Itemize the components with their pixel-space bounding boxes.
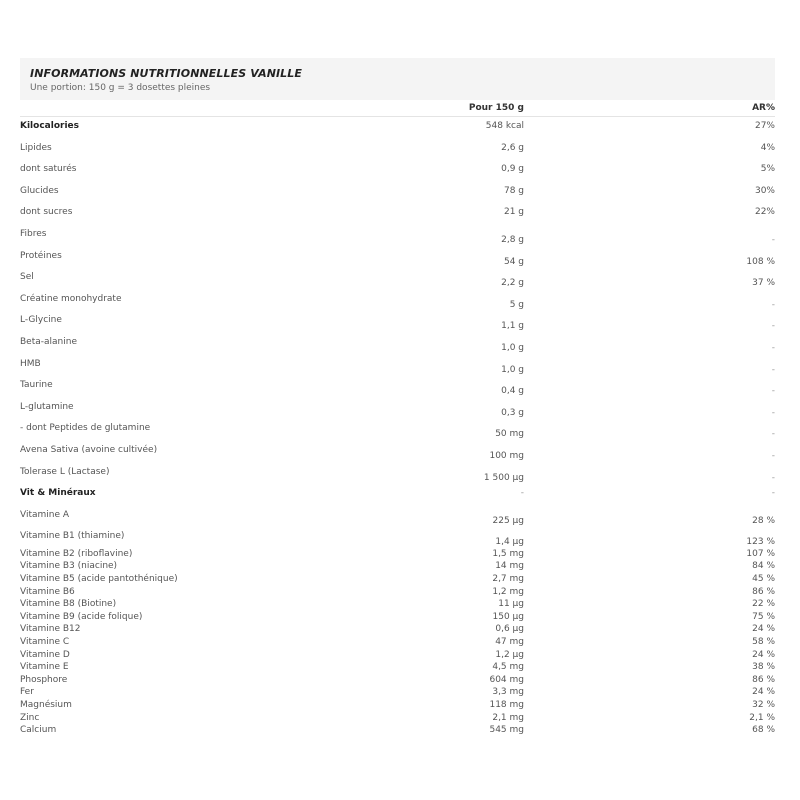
nutrient-amount: 78 g — [503, 185, 524, 196]
nutrient-amount: 50 mg — [495, 429, 524, 440]
table-row — [20, 599, 775, 612]
nutrient-name: Lipides — [20, 142, 52, 153]
nutrient-amount: - — [520, 488, 524, 499]
nutrient-amount: 1,4 µg — [495, 537, 524, 548]
nutrient-ar: 38 % — [752, 662, 775, 673]
nutrient-ar: 5% — [760, 164, 775, 175]
nutrition-header — [20, 58, 775, 100]
nutrient-ar: - — [771, 342, 775, 353]
nutrient-name: Fibres — [20, 228, 47, 239]
nutrient-ar: 86 % — [752, 674, 775, 685]
table-row — [20, 139, 775, 161]
nutrient-ar: 45 % — [752, 574, 775, 585]
nutrient-ar: - — [771, 407, 775, 418]
nutrient-amount: 1,2 mg — [492, 586, 524, 597]
nutrient-ar: - — [771, 234, 775, 245]
table-row — [20, 463, 775, 485]
nutrient-name: Vitamine C — [20, 637, 70, 648]
nutrient-amount: 1,0 g — [501, 364, 524, 375]
nutrient-name: Zinc — [20, 712, 40, 723]
nutrient-amount: 0,9 g — [501, 164, 524, 175]
nutrient-ar: - — [771, 386, 775, 397]
nutrient-amount: 100 mg — [489, 450, 524, 461]
nutrient-name: Fer — [20, 687, 34, 698]
nutrient-ar: - — [771, 321, 775, 332]
nutrient-name: Vitamine B8 (Biotine) — [20, 599, 117, 610]
table-row — [20, 687, 775, 700]
nutrient-name: Vitamine B5 (acide pantothénique) — [20, 574, 178, 585]
nutrient-name: L-glutamine — [20, 401, 74, 412]
nutrient-amount: 3,3 mg — [492, 687, 524, 698]
table-row — [20, 333, 775, 355]
nutrient-ar: - — [771, 488, 775, 499]
nutrient-amount: 11 µg — [498, 599, 524, 610]
nutrient-amount: 4,5 mg — [492, 662, 524, 673]
table-row — [20, 311, 775, 333]
nutrient-name: Magnésium — [20, 700, 72, 710]
nutrient-name: Phosphore — [20, 674, 68, 685]
nutrient-ar: 30% — [754, 185, 775, 196]
nutrient-amount: 1,5 mg — [492, 548, 524, 559]
nutrient-amount: 225 µg — [492, 515, 524, 526]
nutrient-name: Kilocalories — [20, 121, 79, 131]
nutrient-amount: 2,2 g — [501, 278, 524, 289]
nutrient-ar: - — [771, 450, 775, 461]
nutrient-amount: 0,6 µg — [495, 624, 524, 635]
table-row — [20, 561, 775, 574]
table-row — [20, 527, 775, 549]
column-header-ar: AR% — [752, 103, 775, 113]
column-header-per-portion: Pour 150 g — [468, 103, 524, 113]
table-row — [20, 355, 775, 377]
nutrient-name: Vitamine B1 (thiamine) — [20, 531, 125, 542]
nutrient-amount: 1,0 g — [501, 342, 524, 353]
nutrient-ar: 86 % — [752, 586, 775, 597]
table-row — [20, 484, 775, 506]
nutrient-name: dont saturés — [20, 164, 77, 175]
table-row — [20, 268, 775, 290]
nutrient-name: dont sucres — [20, 207, 73, 218]
nutrient-amount: 2,1 mg — [492, 712, 524, 723]
table-row — [20, 182, 775, 204]
nutrient-ar: 22 % — [752, 599, 775, 610]
table-row — [20, 225, 775, 247]
nutrient-name: Vitamine B9 (acide folique) — [20, 611, 143, 622]
nutrient-amount: 47 mg — [495, 637, 524, 648]
nutrient-ar: 58 % — [752, 637, 775, 648]
nutrient-name: Vitamine B6 — [20, 586, 75, 597]
nutrient-name: Vitamine A — [20, 509, 70, 520]
nutrient-amount: 545 mg — [489, 725, 524, 736]
table-row — [20, 419, 775, 441]
nutrient-name: Vitamine D — [20, 649, 70, 660]
portion-subtitle: Une portion: 150 g = 3 dosettes pleines — [30, 83, 211, 93]
nutrient-ar: - — [771, 299, 775, 310]
nutrient-name: Beta-alanine — [20, 336, 77, 347]
nutrition-table — [20, 100, 775, 738]
nutrient-ar: 2,1 % — [749, 712, 775, 723]
nutrient-amount: 1 500 µg — [483, 472, 524, 483]
nutrient-ar: 32 % — [752, 700, 775, 710]
nutrient-ar: 24 % — [752, 649, 775, 660]
table-row — [20, 637, 775, 650]
nutrient-name: Vit & Minéraux — [20, 488, 96, 499]
table-row — [20, 247, 775, 269]
table-row — [20, 675, 775, 688]
nutrient-name: Tolerase L (Lactase) — [20, 466, 110, 477]
nutrient-name: Vitamine B3 (niacine) — [20, 561, 118, 572]
table-row — [20, 398, 775, 420]
nutrient-amount: 54 g — [503, 256, 524, 267]
nutrient-amount: 2,8 g — [501, 234, 524, 245]
nutrient-amount: 5 g — [509, 299, 524, 310]
nutrition-rows — [20, 117, 775, 549]
nutrient-name: Taurine — [20, 380, 53, 391]
nutrient-amount: 0,3 g — [501, 407, 524, 418]
nutrition-title: INFORMATIONS NUTRITIONNELLES VANILLE — [30, 67, 303, 80]
table-row — [20, 441, 775, 463]
nutrient-amount: 1,2 µg — [495, 649, 524, 660]
nutrient-ar: 108 % — [746, 256, 775, 267]
nutrient-ar: 84 % — [752, 561, 775, 572]
nutrient-amount: 0,4 g — [501, 386, 524, 397]
table-header-row — [20, 100, 775, 117]
nutrient-ar: 28 % — [752, 515, 775, 526]
nutrient-ar: 123 % — [746, 537, 775, 548]
nutrient-name: Avena Sativa (avoine cultivée) — [20, 444, 158, 455]
nutrient-name: Sel — [20, 272, 34, 283]
nutrient-amount: 21 g — [503, 207, 524, 218]
nutrient-ar: 75 % — [752, 611, 775, 622]
table-row — [20, 587, 775, 600]
nutrient-ar: 27% — [754, 121, 775, 131]
nutrient-ar: - — [771, 472, 775, 483]
nutrient-amount: 1,1 g — [501, 321, 524, 332]
table-row — [20, 506, 775, 528]
table-row — [20, 662, 775, 675]
table-row — [20, 160, 775, 182]
nutrient-amount: 604 mg — [489, 674, 524, 685]
nutrition-compact-rows — [20, 549, 775, 738]
nutrient-ar: 24 % — [752, 687, 775, 698]
table-row — [20, 713, 775, 726]
nutrient-ar: 37 % — [752, 278, 775, 289]
table-row — [20, 376, 775, 398]
nutrient-name: Calcium — [20, 725, 57, 736]
nutrient-ar: 22% — [754, 207, 775, 218]
table-row — [20, 650, 775, 663]
nutrient-name: - dont Peptides de glutamine — [20, 423, 151, 434]
table-row — [20, 117, 775, 139]
table-row — [20, 203, 775, 225]
nutrient-ar: 4% — [760, 142, 775, 153]
table-row — [20, 725, 775, 738]
nutrient-amount: 14 mg — [495, 561, 524, 572]
nutrient-amount: 118 mg — [489, 700, 524, 710]
table-row — [20, 290, 775, 312]
table-row — [20, 624, 775, 637]
nutrient-ar: - — [771, 429, 775, 440]
nutrient-ar: - — [771, 364, 775, 375]
table-row — [20, 574, 775, 587]
nutrient-name: Vitamine B2 (riboflavine) — [20, 548, 133, 559]
nutrient-amount: 2,6 g — [501, 142, 524, 153]
nutrient-name: Vitamine B12 — [20, 624, 81, 635]
nutrient-name: Glucides — [20, 185, 59, 196]
nutrient-name: Vitamine E — [20, 662, 69, 673]
nutrient-name: Créatine monohydrate — [20, 293, 122, 304]
nutrient-ar: 24 % — [752, 624, 775, 635]
table-row — [20, 612, 775, 625]
nutrient-name: Protéines — [20, 250, 62, 261]
table-row — [20, 700, 775, 713]
table-row — [20, 549, 775, 562]
nutrient-ar: 68 % — [752, 725, 775, 736]
nutrient-amount: 150 µg — [492, 611, 524, 622]
nutrient-name: HMB — [20, 358, 41, 369]
nutrient-amount: 548 kcal — [485, 121, 524, 131]
nutrient-name: L-Glycine — [20, 315, 62, 326]
nutrient-amount: 2,7 mg — [492, 574, 524, 585]
nutrient-ar: 107 % — [746, 548, 775, 559]
